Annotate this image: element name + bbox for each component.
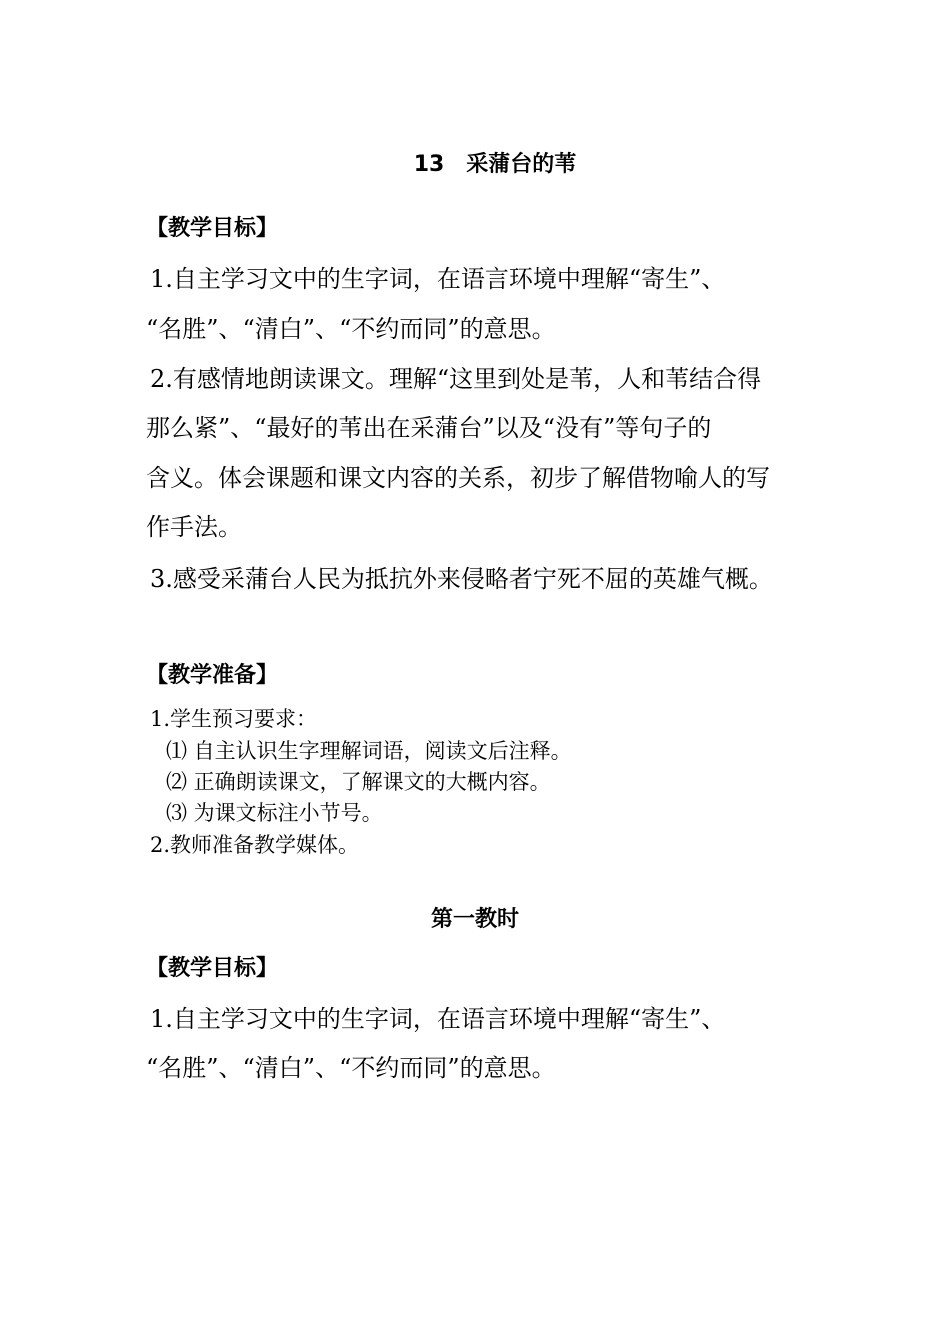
goal-line: 那么紧”、“最好的苇出在采蒲台”以及“没有”等句子的 <box>146 414 712 442</box>
goal-line: 1.自主学习文中的生字词，在语言环境中理解“寄生”、 <box>150 265 726 293</box>
goal-line: 1.自主学习文中的生字词，在语言环境中理解“寄生”、 <box>150 1005 726 1033</box>
goal-line: “名胜”、“清白”、“不约而同”的意思。 <box>146 315 556 343</box>
prep-line: ⑴ 自主认识生字理解词语，阅读文后注释。 <box>166 739 572 763</box>
goal-line: 作手法。 <box>146 513 242 541</box>
prep-line: 1.学生预习要求： <box>150 707 318 731</box>
section-heading-preparation: 【教学准备】 <box>146 663 279 688</box>
section-heading-goals: 【教学目标】 <box>146 956 279 981</box>
goal-line: “名胜”、“清白”、“不约而同”的意思。 <box>146 1054 556 1082</box>
page-title: 13 采蒲台的苇 <box>413 152 577 177</box>
goal-line: 含义。体会课题和课文内容的关系，初步了解借物喻人的写 <box>146 464 770 492</box>
lesson-heading: 第一教时 <box>430 907 519 932</box>
goal-line: 3.感受采蒲台人民为抵抗外来侵略者宁死不屈的英雄气概。 <box>150 565 773 593</box>
prep-line: ⑶ 为课文标注小节号。 <box>166 801 383 825</box>
prep-line: ⑵ 正确朗读课文，了解课文的大概内容。 <box>166 770 551 794</box>
goal-line: 2.有感情地朗读课文。理解“这里到处是苇，人和苇结合得 <box>150 365 762 393</box>
section-heading-goals: 【教学目标】 <box>146 216 279 241</box>
prep-line: 2.教师准备教学媒体。 <box>150 833 360 857</box>
